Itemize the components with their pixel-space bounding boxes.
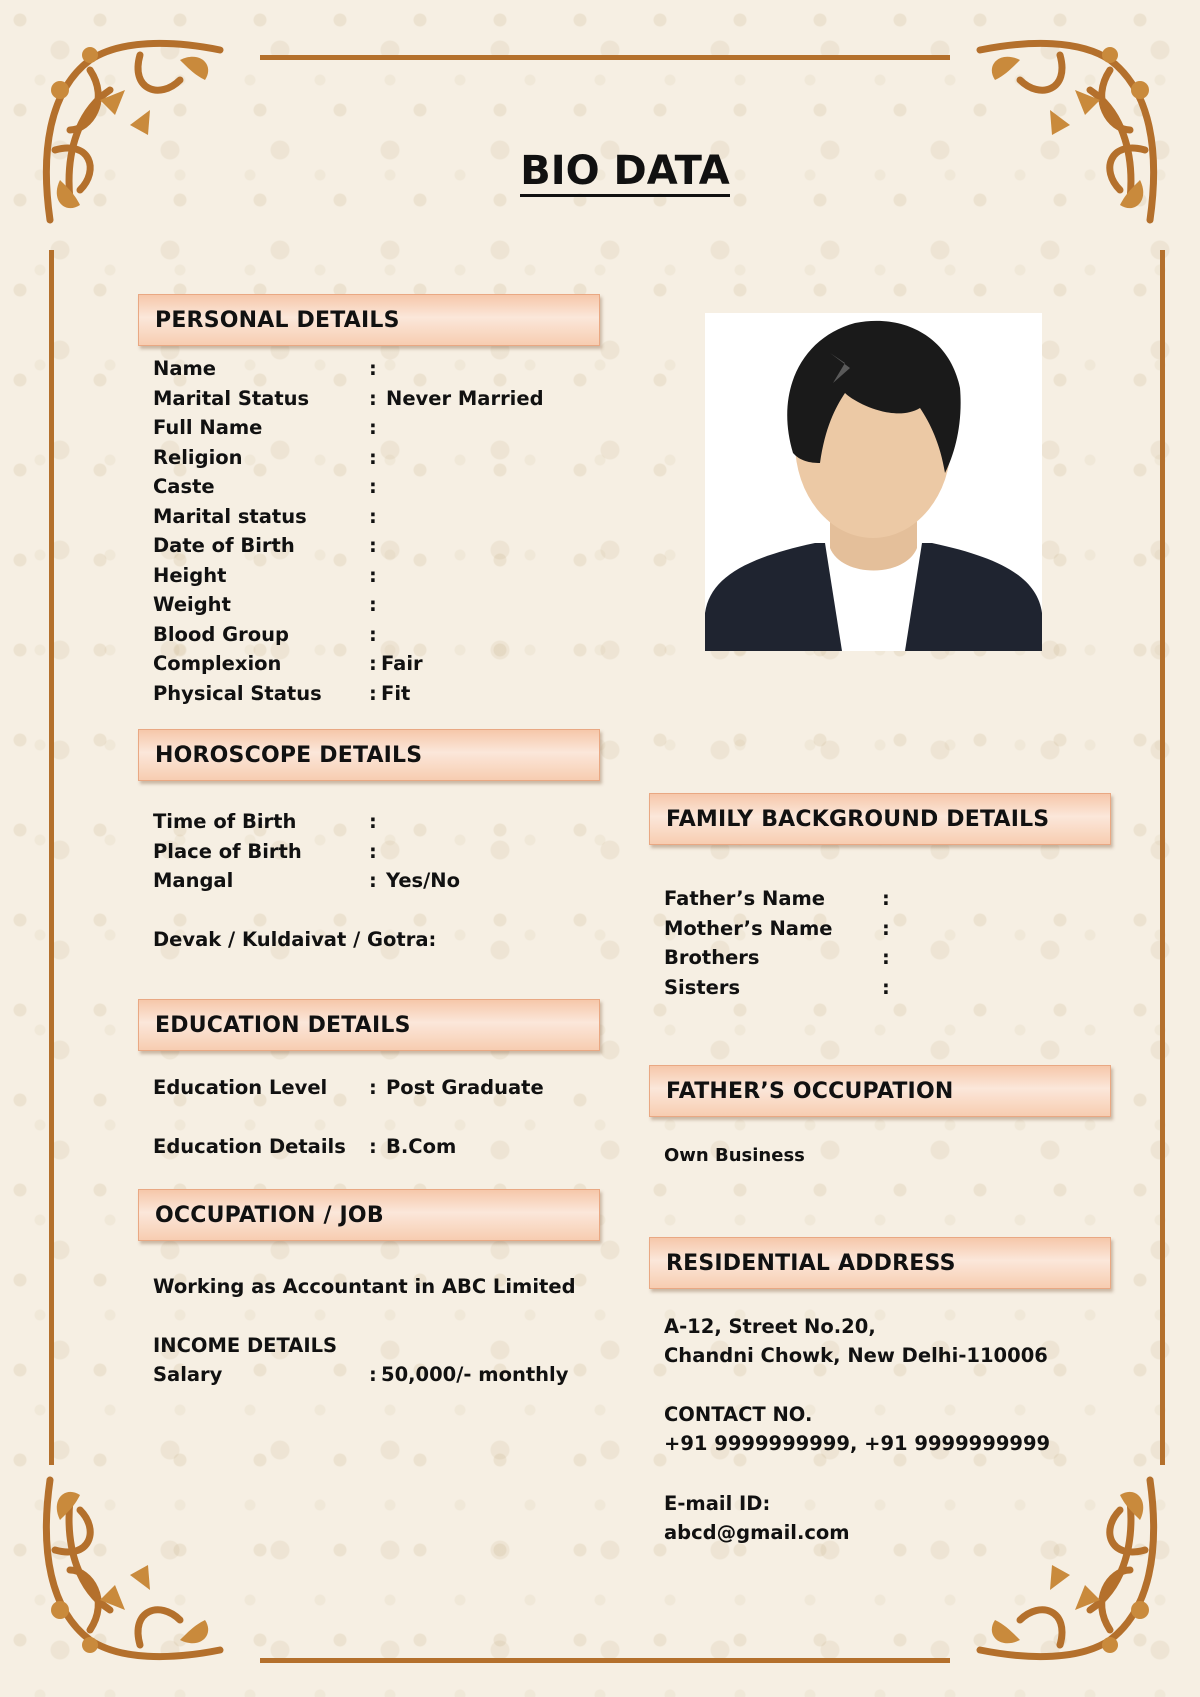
field-row <box>153 384 544 414</box>
email-heading: E-mail ID: <box>664 1492 771 1515</box>
field-label: Place of Birth <box>153 839 302 863</box>
field-row <box>153 502 544 532</box>
gotra-label: Devak / Kuldaivat / Gotra: <box>153 928 437 951</box>
field-row <box>153 531 544 561</box>
occupation-header: OCCUPATION / JOB <box>138 1189 600 1241</box>
field-label: Religion <box>153 445 243 469</box>
field-separator: : <box>369 504 377 528</box>
family-background-header: FAMILY BACKGROUND DETAILS <box>649 793 1111 845</box>
field-row <box>664 973 890 1003</box>
residential-address-header: RESIDENTIAL ADDRESS <box>649 1237 1111 1289</box>
page-title <box>0 148 1200 194</box>
floral-corner-top-left-icon <box>30 30 240 240</box>
field-separator: : <box>369 869 377 892</box>
page-title-text: BIO DATA <box>520 148 730 197</box>
field-label: Time of Birth <box>153 810 297 833</box>
field-row <box>153 1132 456 1162</box>
field-separator: : <box>369 563 377 587</box>
field-separator: : <box>369 416 377 439</box>
field-value: Never Married <box>386 386 544 410</box>
field-label: Date of Birth <box>153 534 295 557</box>
profile-photo <box>705 313 1042 651</box>
contact-heading: CONTACT NO. <box>664 1403 813 1426</box>
field-label: Complexion <box>153 652 282 675</box>
floral-corner-top-right-icon <box>960 30 1170 240</box>
frame-left-line <box>49 250 54 1465</box>
field-separator: : <box>369 810 377 833</box>
field-separator: : <box>369 386 377 410</box>
field-separator: : <box>369 681 377 705</box>
floral-corner-bottom-left-icon <box>30 1460 240 1670</box>
field-separator: : <box>369 593 377 616</box>
field-separator: : <box>369 534 377 557</box>
field-row <box>153 413 544 443</box>
field-separator: : <box>369 839 377 863</box>
field-row <box>153 649 544 679</box>
field-label: Caste <box>153 475 215 498</box>
floral-corner-bottom-right-icon <box>960 1460 1170 1670</box>
field-separator: : <box>369 652 377 675</box>
education-details-row <box>153 1132 456 1162</box>
field-row <box>664 884 890 914</box>
field-value: Post Graduate <box>386 1076 544 1099</box>
field-row <box>153 1073 544 1103</box>
field-row <box>153 679 544 709</box>
field-separator: : <box>369 622 377 646</box>
field-label: Blood Group <box>153 622 289 646</box>
field-value: Fair <box>381 652 423 675</box>
field-label: Weight <box>153 593 231 616</box>
field-label: Mangal <box>153 869 234 892</box>
field-row <box>153 443 544 473</box>
salary-row <box>153 1360 568 1390</box>
field-separator: : <box>882 975 890 999</box>
field-value: Fit <box>381 681 411 705</box>
address-line-1: A-12, Street No.20, <box>664 1315 876 1338</box>
field-value: Yes/No <box>386 869 461 892</box>
field-separator: : <box>369 475 377 498</box>
education-level-row <box>153 1073 544 1103</box>
field-label: Marital status <box>153 504 307 528</box>
field-label: Physical Status <box>153 681 322 705</box>
field-label: Height <box>153 563 227 587</box>
education-details-header: EDUCATION DETAILS <box>138 999 600 1051</box>
address-line-2: Chandni Chowk, New Delhi-110006 <box>664 1344 1048 1367</box>
field-row <box>153 590 544 620</box>
field-row <box>153 561 544 591</box>
field-value: B.Com <box>386 1135 457 1158</box>
field-label: Father’s Name <box>664 887 826 910</box>
frame-top-line <box>260 55 950 60</box>
field-separator: : <box>882 916 890 940</box>
field-row <box>664 914 890 944</box>
field-separator: : <box>882 887 890 910</box>
field-value: 50,000/- monthly <box>381 1363 569 1386</box>
personal-details-fields <box>153 354 544 708</box>
field-row <box>664 943 890 973</box>
field-label: Education Level <box>153 1076 328 1099</box>
family-background-fields <box>664 884 890 1002</box>
field-label: Mother’s Name <box>664 916 833 940</box>
contact-numbers: +91 9999999999, +91 9999999999 <box>664 1432 1051 1455</box>
email-value: abcd@gmail.com <box>664 1521 850 1544</box>
field-label: Sisters <box>664 975 741 999</box>
field-label: Marital Status <box>153 386 310 410</box>
field-row <box>153 354 544 384</box>
income-heading: INCOME DETAILS <box>153 1334 338 1357</box>
field-label: Brothers <box>664 946 760 969</box>
field-label: Name <box>153 357 217 380</box>
field-row <box>153 807 460 837</box>
frame-right-line <box>1160 250 1165 1465</box>
field-row <box>153 866 460 896</box>
horoscope-details-fields <box>153 807 460 896</box>
field-row <box>153 472 544 502</box>
horoscope-details-header: HOROSCOPE DETAILS <box>138 729 600 781</box>
field-label: Salary <box>153 1363 223 1386</box>
father-occupation-header: FATHER’S OCCUPATION <box>649 1065 1111 1117</box>
field-row <box>153 620 544 650</box>
field-separator: : <box>882 946 890 969</box>
profile-avatar-icon <box>705 313 1042 651</box>
field-row <box>153 1360 568 1390</box>
father-occupation-text: Own Business <box>664 1145 805 1166</box>
field-label: Full Name <box>153 416 263 439</box>
field-label: Education Details <box>153 1135 346 1158</box>
field-separator: : <box>369 445 377 469</box>
field-separator: : <box>369 1135 377 1158</box>
field-separator: : <box>369 1076 377 1099</box>
occupation-text: Working as Accountant in ABC Limited <box>153 1275 576 1298</box>
field-separator: : <box>369 1363 377 1386</box>
personal-details-header: PERSONAL DETAILS <box>138 294 600 346</box>
field-row <box>153 837 460 867</box>
frame-bottom-line <box>260 1658 950 1663</box>
field-separator: : <box>369 357 377 380</box>
